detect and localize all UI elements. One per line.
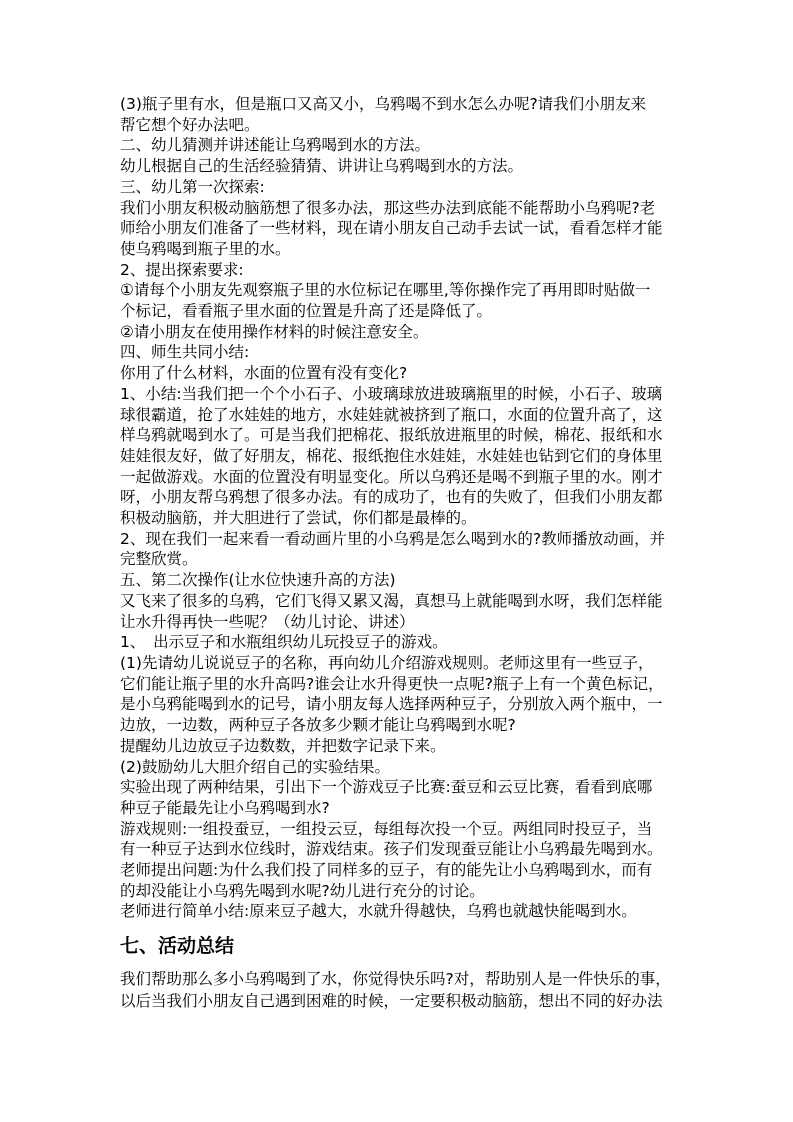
section-heading: 七、活动总结	[120, 935, 235, 958]
text-line: ②请小朋友在使用操作材料的时候注意安全。	[120, 322, 429, 341]
text-line: (3)瓶子里有水，但是瓶口又高又小，乌鸦喝不到水怎么办呢?请我们小朋友来	[120, 95, 647, 113]
text-line: 样乌鸦就喝到水了。可是当我们把棉花、报纸放进瓶里的时候，棉花、报纸和水	[120, 426, 663, 445]
text-line: 个标记，看看瓶子里水面的位置是升高了还是降低了。	[120, 302, 493, 321]
text-line: 是小乌鸦能喝到水的记号，请小朋友每人选择两种豆子，分别放入两个瓶中，一	[120, 695, 663, 714]
text-line: 二、幼儿猜测并讲述能让乌鸦喝到水的方法。	[120, 136, 431, 155]
text-line: 实验出现了两种结果，引出下一个游戏豆子比赛:蚕豆和云豆比赛，看看到底哪	[120, 778, 653, 797]
text-line: 以后当我们小朋友自己遇到困难的时候，一定要积极动脑筋，想出不同的好办法	[120, 992, 663, 1011]
text-line: 呀，小朋友帮乌鸦想了很多办法。有的成功了，也有的失败了，但我们小朋友都	[120, 488, 663, 507]
text-line: 2、现在我们一起来看一看动画片里的小乌鸦是怎么喝到水的?教师播放动画，并	[120, 529, 666, 548]
text-line: 三、幼儿第一次探索:	[120, 177, 265, 196]
text-line: 提醒幼儿边放豆子边数数，并把数字记录下来。	[120, 736, 446, 755]
text-line: 一起做游戏。水面的位置没有明显变化。所以乌鸦还是喝不到瓶子里的水。刚才	[120, 467, 663, 486]
body-text	[120, 94, 676, 922]
text-line: 2、提出探索要求:	[120, 260, 244, 279]
text-line: 1、 出示豆子和水瓶组织幼儿玩投豆子的游戏。	[120, 633, 448, 652]
text-line: 老师提出问题:为什么我们投了同样多的豆子，有的能先让小乌鸦喝到水，而有	[120, 861, 653, 880]
text-line: 游戏规则:一组投蚕豆，一组投云豆，每组每次投一个豆。两组同时投豆子，当	[120, 819, 653, 838]
text-line: 娃娃很友好，做了好朋友，棉花、报纸抱住水娃娃，水娃娃也钻到它们的身体里	[120, 446, 663, 465]
text-line: 的却没能让小乌鸦先喝到水呢?幼儿进行充分的讨论。	[120, 881, 485, 900]
text-line: 它们能让瓶子里的水升高吗?谁会让水升得更快一点呢?瓶子上有一个黄色标记，	[120, 674, 664, 693]
text-line: 1、小结:当我们把一个个小石子、小玻璃球放进玻璃瓶里的时候，小石子、玻璃	[120, 384, 663, 403]
text-line: 老师进行简单小结:原来豆子越大，水就升得越快，乌鸦也就越快能喝到水。	[120, 902, 637, 921]
text-line: 球很霸道，抢了水娃娃的地方，水娃娃就被挤到了瓶口，水面的位置升高了，这	[120, 405, 663, 424]
text-line: 五、第二次操作(让水位快速升高的方法)	[120, 571, 396, 590]
text-line: 积极动脑筋，并大胆进行了尝试，你们都是最棒的。	[120, 509, 477, 528]
text-line: 你用了什么材料，水面的位置有没有变化?	[120, 364, 408, 383]
text-line: 我们小朋友积极动脑筋想了很多办法，那这些办法到底能不能帮助小乌鸦呢?老	[120, 198, 656, 217]
text-line: 种豆子能最先让小乌鸦喝到水?	[120, 798, 330, 817]
text-line: ①请每个小朋友先观察瓶子里的水位标记在哪里,等你操作完了再用即时贴做一	[120, 281, 651, 300]
text-line: 完整欣赏。	[120, 550, 198, 569]
text-line: (1)先请幼儿说说豆子的名称，再向幼儿介绍游戏规则。老师这里有一些豆子，	[120, 653, 654, 672]
text-line: (2)鼓励幼儿大胆介绍自己的实验结果。	[120, 757, 390, 776]
text-line: 幼儿根据自己的生活经验猜猜、讲讲让乌鸦喝到水的方法。	[120, 157, 524, 176]
document-page	[120, 94, 676, 1012]
text-line: 师给小朋友们准备了一些材料，现在请小朋友自己动手去试一试，看看怎样才能	[120, 219, 663, 238]
text-line: 帮它想个好办法吧。	[120, 115, 260, 134]
text-line: 四、师生共同小结:	[120, 343, 250, 362]
summary-text	[120, 968, 676, 1012]
text-line: 使乌鸦喝到瓶子里的水。	[120, 239, 291, 258]
text-line: 边放，一边数，两种豆子各放多少颗才能让乌鸦喝到水呢?	[120, 716, 516, 735]
text-line: 有一种豆子达到水位线时，游戏结束。孩子们发现蚕豆能让小乌鸦最先喝到水。	[120, 840, 663, 859]
text-line: 我们帮助那么多小乌鸦喝到了水，你觉得快乐吗?对，帮助别人是一件快乐的事，	[120, 970, 671, 989]
text-line: 让水升得再快一些呢？（幼儿讨论、讲述）	[120, 612, 415, 631]
text-line: 又飞来了很多的乌鸦，它们飞得又累又渴，真想马上就能喝到水呀，我们怎样能	[120, 591, 663, 610]
